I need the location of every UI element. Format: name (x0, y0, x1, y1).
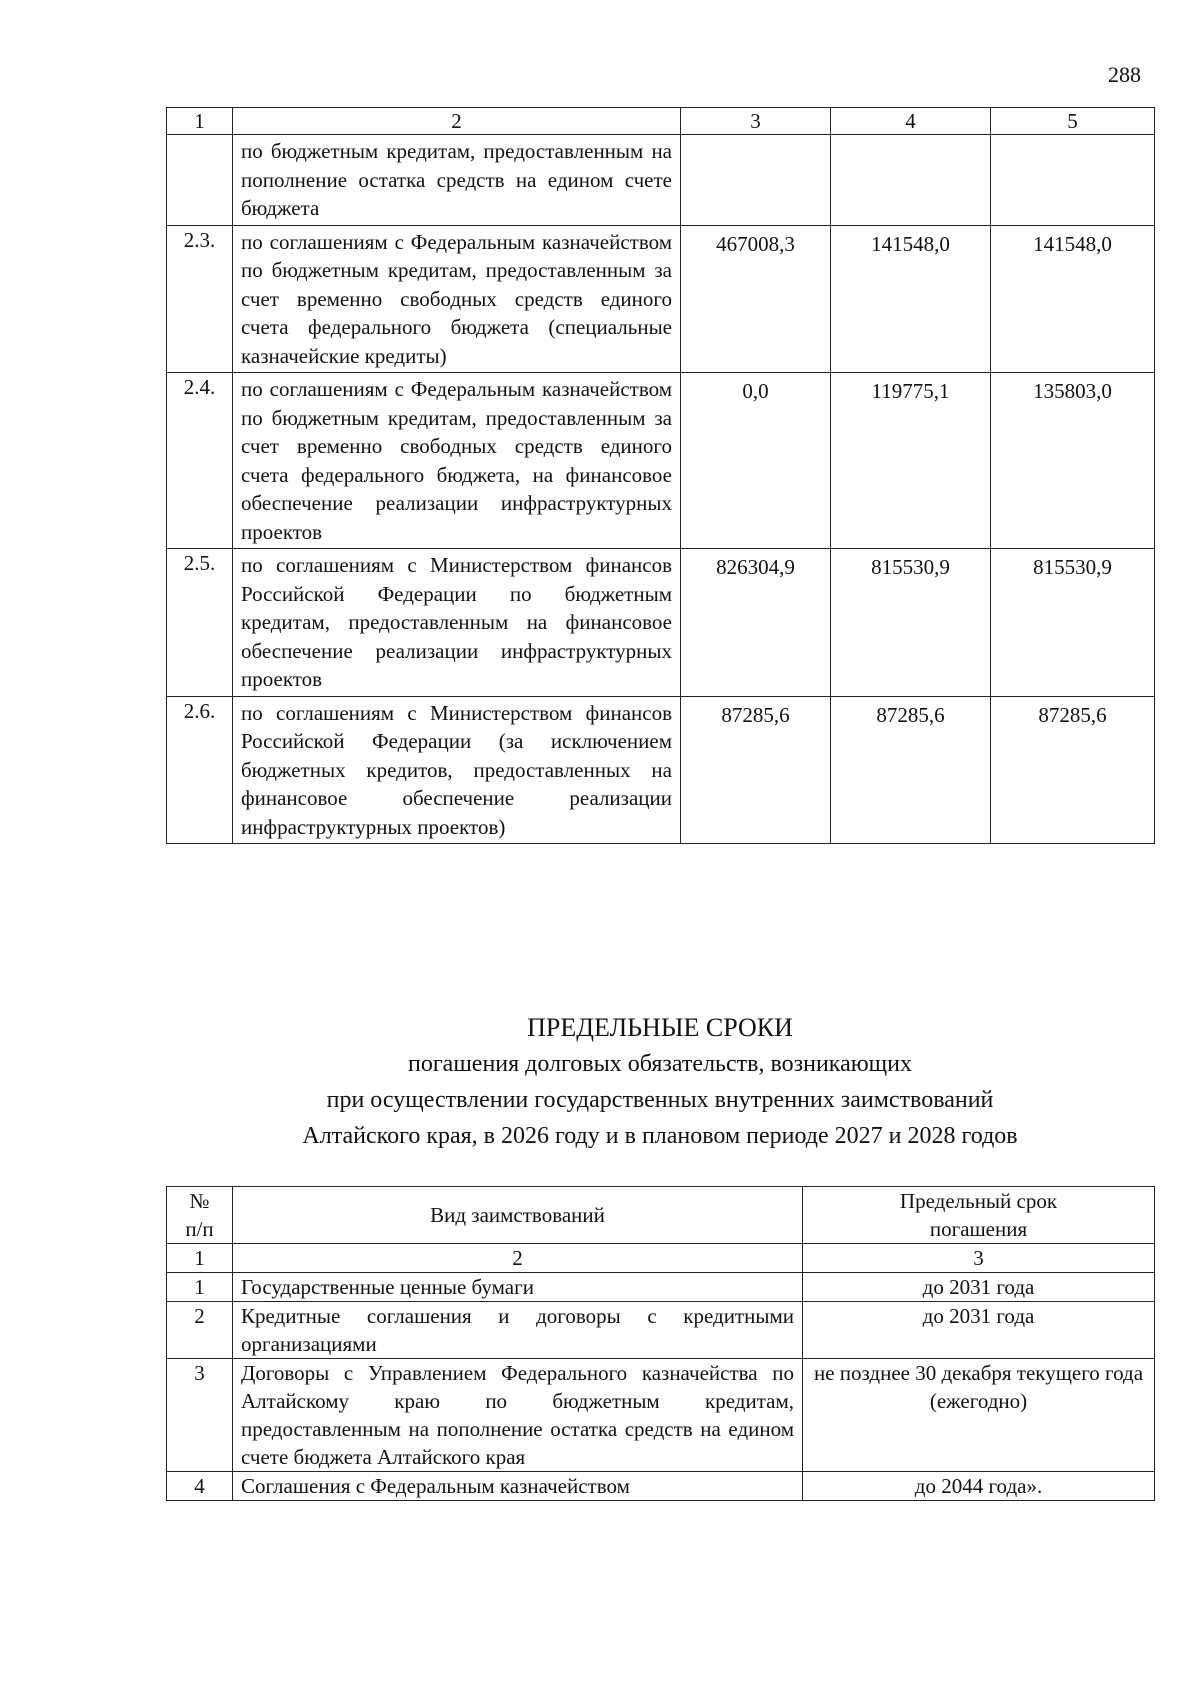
header-term-line-2: погашения (929, 1217, 1028, 1241)
row-description: по соглашениям с Министерством финансов Российской Федерации по бюджетным кредитам, предоставленным на финансовое обеспечение реализации инфраструктурных проектов (233, 549, 681, 697)
header-term-line-1: Предельный срок (899, 1189, 1058, 1213)
value-2027: 141548,0 (831, 225, 991, 373)
value-2028 (991, 135, 1155, 226)
row-number: 2 (167, 1302, 233, 1359)
row-number (167, 135, 233, 226)
row-description: по соглашениям с Министерством финансов Российской Федерации (за исключением бюджетных кредитов, предоставленных на финансовое обеспечение реализации инфраструктурных проектов) (233, 696, 681, 844)
repayment-term: до 2044 года». (803, 1472, 1155, 1501)
row-number: 2.3. (167, 225, 233, 373)
row-number: 2.4. (167, 373, 233, 549)
column-number-1: 1 (167, 108, 233, 135)
table-row (167, 373, 1155, 549)
row-number: 2.5. (167, 549, 233, 697)
table-header-row (167, 1187, 1155, 1244)
value-2027: 815530,9 (831, 549, 991, 697)
borrowing-type: Государственные ценные бумаги (233, 1273, 803, 1302)
section-subtitle-line-3: Алтайского края, в 2026 году и в плановом периоде 2027 и 2028 годов (302, 1123, 1018, 1149)
header-number-sign: № (189, 1189, 210, 1213)
value-2027: 119775,1 (831, 373, 991, 549)
row-number: 4 (167, 1472, 233, 1501)
budget-credits-table (166, 107, 1155, 844)
value-2027 (831, 135, 991, 226)
header-row-number (167, 1187, 233, 1244)
row-description: по соглашениям с Федеральным казначейством по бюджетным кредитам, предоставленным за счет временно свободных средств единого счета федерального бюджета (специальные казначейские кредиты) (233, 225, 681, 373)
value-2026: 467008,3 (681, 225, 831, 373)
column-number-5: 5 (991, 108, 1155, 135)
section-subtitle-line-2: при осуществлении государственных внутренних заимствований (326, 1087, 994, 1113)
value-2026 (681, 135, 831, 226)
row-number: 1 (167, 1273, 233, 1302)
borrowing-type: Договоры с Управлением Федерального казначейства по Алтайскому краю по бюджетным кредитам, предоставленным на пополнение остатка средств на едином счете бюджета Алтайского края (233, 1359, 803, 1472)
header-repayment-term (803, 1187, 1155, 1244)
table-row (167, 1359, 1155, 1472)
row-number: 2.6. (167, 696, 233, 844)
table-row (167, 1472, 1155, 1501)
column-number-4: 4 (831, 108, 991, 135)
page-number: 288 (1108, 62, 1141, 87)
borrowing-type: Соглашения с Федеральным казначейством (233, 1472, 803, 1501)
table-row (167, 135, 1155, 226)
repayment-terms-table (166, 1186, 1155, 1501)
value-2028: 815530,9 (991, 549, 1155, 697)
header-number-abbrev: п/п (185, 1217, 214, 1241)
table-row (167, 1302, 1155, 1359)
value-2028: 87285,6 (991, 696, 1155, 844)
header-borrowing-type: Вид заимствований (233, 1187, 803, 1244)
section-subtitle-line-1: погашения долговых обязательств, возникающих (407, 1051, 912, 1077)
table-row (167, 225, 1155, 373)
value-2028: 135803,0 (991, 373, 1155, 549)
table-row (167, 1273, 1155, 1302)
row-description: по соглашениям с Федеральным казначейством по бюджетным кредитам, предоставленным за счет временно свободных средств единого счета федерального бюджета, на финансовое обеспечение реализации инфраструктурных проектов (233, 373, 681, 549)
value-2027: 87285,6 (831, 696, 991, 844)
column-number-2: 2 (233, 1244, 803, 1273)
value-2026: 0,0 (681, 373, 831, 549)
row-number: 3 (167, 1359, 233, 1472)
column-number-1: 1 (167, 1244, 233, 1273)
row-description: по бюджетным кредитам, предоставленным на пополнение остатка средств на едином счете бюджета (233, 135, 681, 226)
repayment-term: до 2031 года (803, 1302, 1155, 1359)
table-header-row (167, 108, 1155, 135)
section-heading (160, 1010, 1160, 1154)
column-number-3: 3 (803, 1244, 1155, 1273)
column-number-3: 3 (681, 108, 831, 135)
section-title: ПРЕДЕЛЬНЫЕ СРОКИ (527, 1013, 793, 1042)
borrowing-type: Кредитные соглашения и договоры с кредитными организациями (233, 1302, 803, 1359)
value-2026: 826304,9 (681, 549, 831, 697)
column-numbers-row (167, 1244, 1155, 1273)
table-row (167, 696, 1155, 844)
column-number-2: 2 (233, 108, 681, 135)
value-2026: 87285,6 (681, 696, 831, 844)
repayment-term: не позднее 30 декабря текущего года (ежегодно) (803, 1359, 1155, 1472)
repayment-term: до 2031 года (803, 1273, 1155, 1302)
value-2028: 141548,0 (991, 225, 1155, 373)
table-row (167, 549, 1155, 697)
